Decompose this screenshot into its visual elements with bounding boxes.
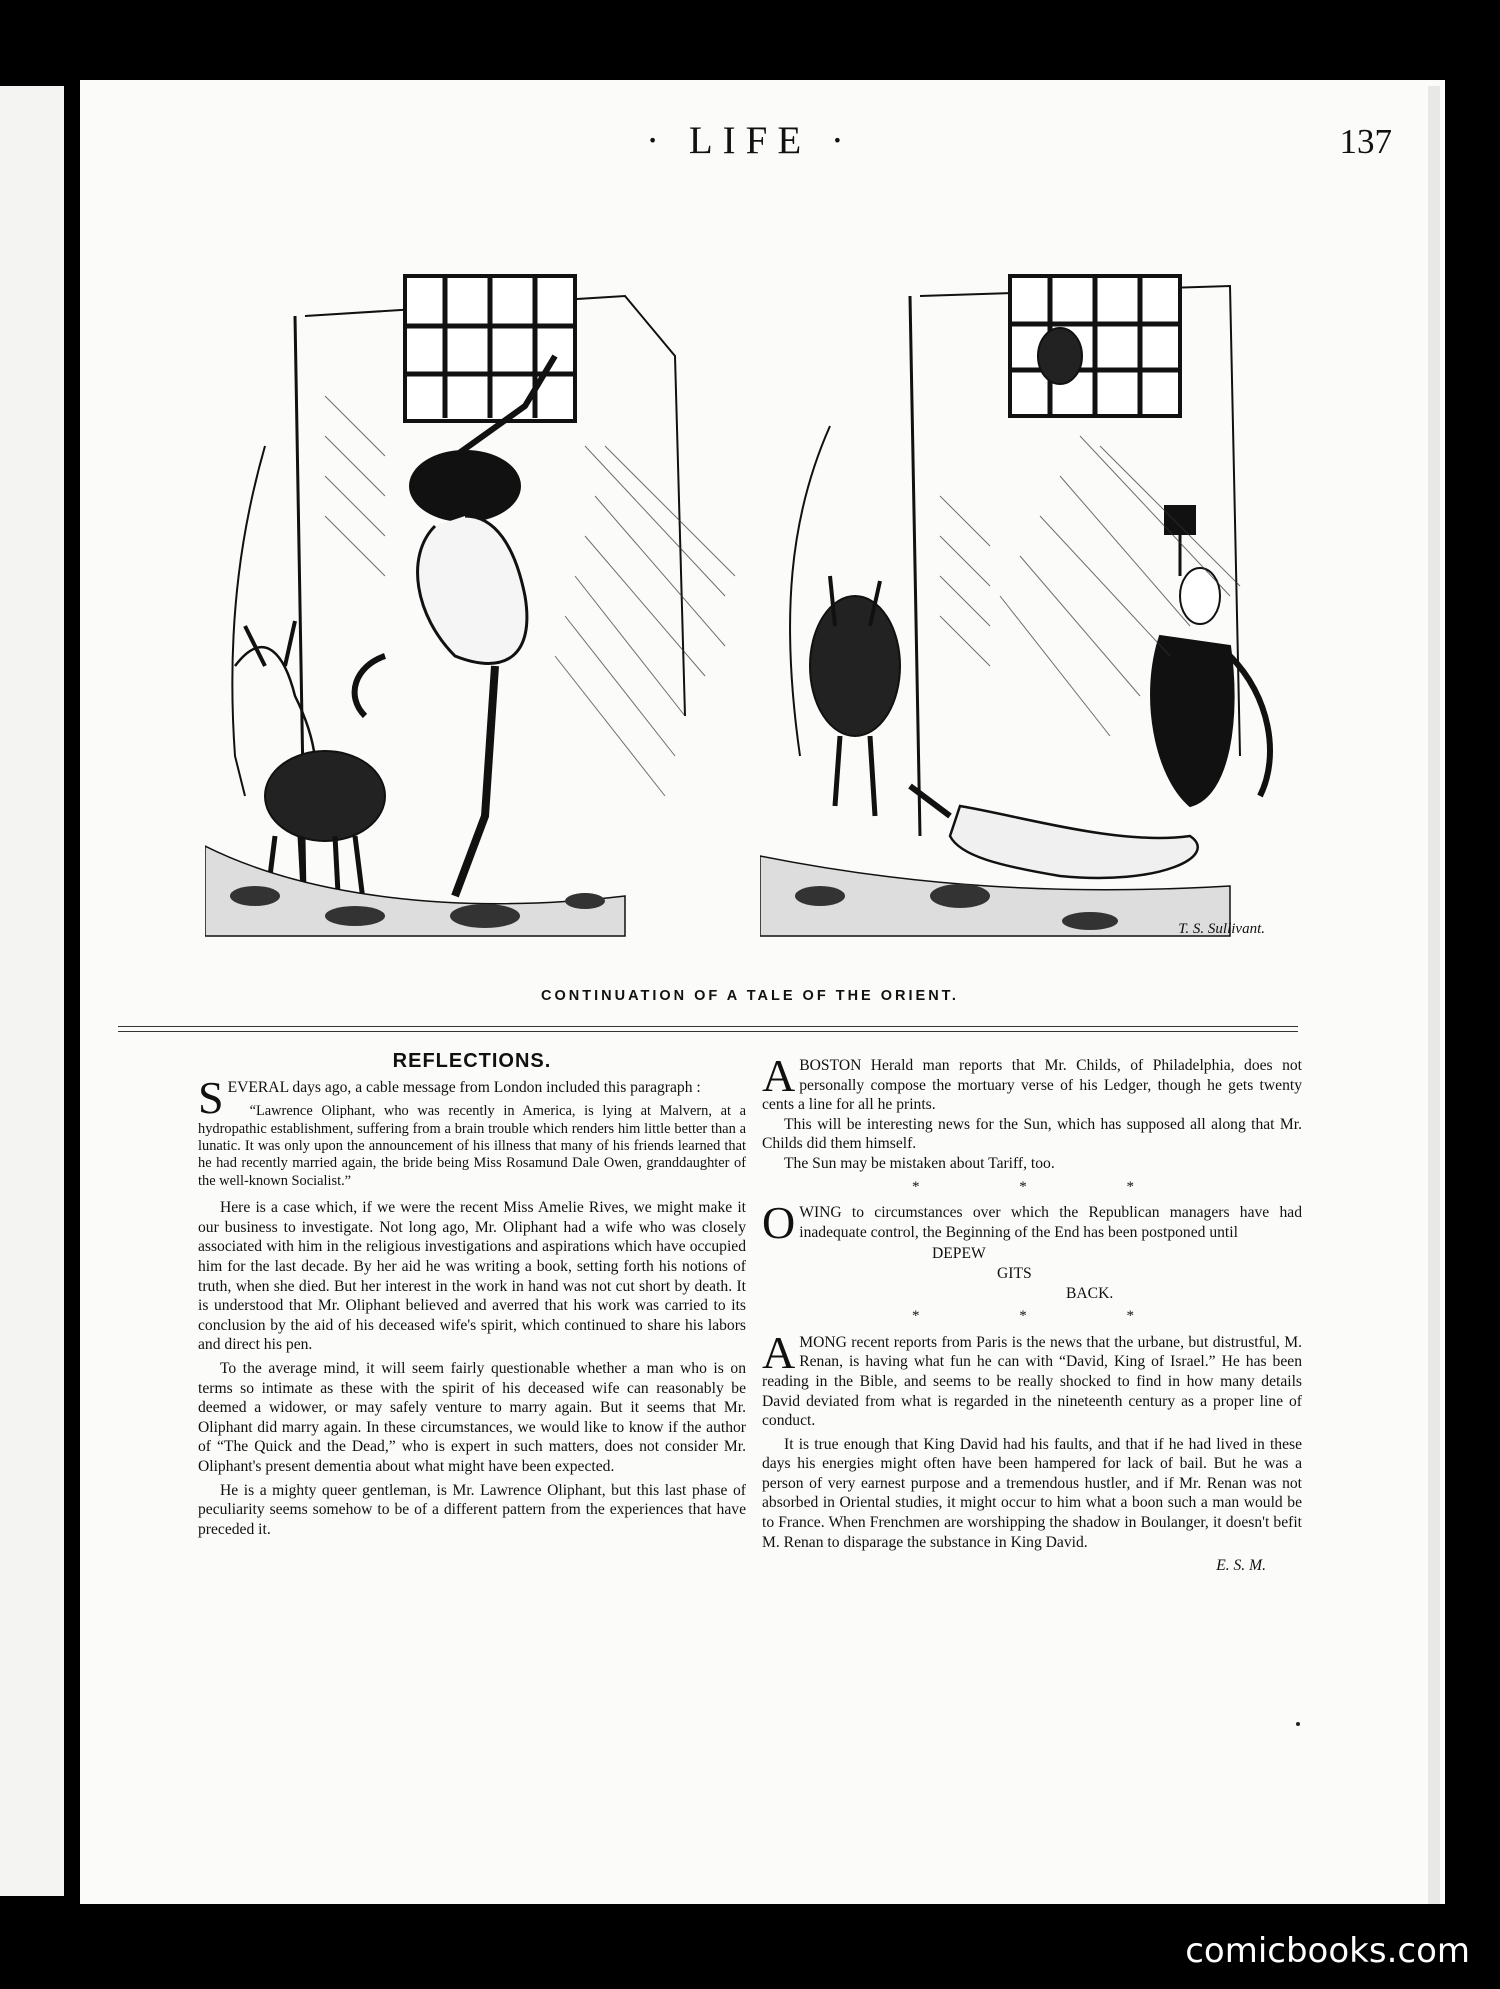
paragraph: [762, 1197, 1302, 1249]
paragraph: [762, 1050, 1302, 1115]
artist-signature: T. S. Sullivant.: [1178, 921, 1265, 937]
paragraph-text: EVERAL days ago, a cable message from London included this paragraph :: [227, 1078, 701, 1096]
paragraph: He is a mighty queer gentleman, is Mr. Lawrence Oliphant, but this last phase of peculiarity seems somehow to be of a different pattern from the experiences that have preceded it.: [198, 1481, 746, 1538]
quoted-cable: “Lawrence Oliphant, who was recently in America, is lying at Malvern, at a hydropathic establishment, suffering from a brain trouble which renders him little better than a lunatic. It was only upon the announcement of his illness that many of his friends learned that he had recently married again, the bride being Miss Rosamund Dale Owen, granddaughter of the well-known Socialist.”: [198, 1103, 746, 1189]
fallen-man-scene-drawing: [760, 196, 1295, 956]
section-stars: * * *: [912, 1308, 1182, 1325]
kicking-scene-drawing: [205, 196, 745, 956]
paragraph: [198, 1071, 746, 1123]
drop-cap: S: [198, 1071, 224, 1123]
right-column: [762, 1050, 1302, 1576]
paragraph-text: BOSTON Herald man reports that Mr. Childs, of Philadelphia, does not personally compose the mortuary verse of his Ledger, though he gets twenty cents a line for all he prints.: [762, 1057, 1302, 1114]
paragraph: The Sun may be mistaken about Tariff, too.: [784, 1154, 1055, 1172]
drop-cap: A: [762, 1050, 796, 1101]
section-rule: [118, 1026, 1298, 1027]
depew-line: DEPEW: [932, 1245, 986, 1263]
illustration-panel-right: [760, 196, 1295, 956]
masthead: · LIFE ·: [646, 119, 854, 162]
paragraph: This will be interesting news for the Sun, which has supposed all along that Mr. Childs did them himself.: [762, 1115, 1302, 1153]
drop-cap: A: [762, 1326, 796, 1378]
reflections-column: [198, 1052, 746, 1539]
drop-cap: O: [762, 1197, 796, 1249]
watermark: comicbooks.com: [1185, 1931, 1470, 1971]
depew-line: BACK.: [1066, 1284, 1114, 1302]
page-number: 137: [1339, 122, 1392, 161]
illustration-caption: CONTINUATION OF A TALE OF THE ORIENT.: [541, 988, 959, 1004]
paragraph: To the average mind, it will seem fairly questionable whether a man who is on terms so intimate as these with the spirit of his deceased wife can reasonably be deemed a widower, or may safely venture to marry again. But it seems that Mr. Oliphant did marry again. In these circumstances, we would like to know if the author of “The Quick and the Dead,” who is expert in such matters, does not consider Mr. Oliphant's present dementia about what might have been expected.: [198, 1359, 746, 1475]
reflections-heading: REFLECTIONS.: [392, 1050, 552, 1072]
paragraph: It is true enough that King David had his faults, and that if he had lived in these days his energies might often have been hampered for lack of bail. But he was a person of very earnest purpose and a tremendous hustler, and if Mr. Renan was not absorbed in Oriental studies, it might occur to him what a boon such a man would be to France. When Frenchmen are worshipping the shadow in Boulanger, it doesn't befit M. Renan to disparage the substance in King David.: [762, 1435, 1302, 1551]
section-rule: [118, 1031, 1298, 1032]
paragraph: [762, 1326, 1302, 1431]
author-signature: E. S. M.: [1216, 1557, 1266, 1575]
print-speck: [1296, 1722, 1300, 1726]
illustration-panel-left: [205, 196, 745, 956]
section-stars: * * *: [912, 1178, 1182, 1195]
depew-line: GITS: [997, 1264, 1032, 1282]
paragraph-text: MONG recent reports from Paris is the news that the urbane, but distrustful, M. Renan, is having what fun he can with “David, King of Israel.” He has been reading in the Bible, and seems to be really shocked to find in how many details David deviated from what is regarded in the nineteenth century as a proper line of conduct.: [762, 1333, 1302, 1430]
paragraph: Here is a case which, if we were the recent Miss Amelie Rives, we might make it our business to investigate. Not long ago, Mr. Oliphant had a wife who was closely associated with him in the religious investigations and aspirations which have occupied him for the last decade. By her aid he was writing a book, setting forth his notions of truth, when she died. But her interest in the work in hand was not cut short by death. It is understood that Mr. Oliphant believed and averred that his work was carried to its conclusion by the aid of his deceased wife's spirit, which continued to share his labors and direct his pen.: [198, 1199, 746, 1354]
paragraph-text: WING to circumstances over which the Republican managers have had inadequate control, the Beginning of the End has been postponed until: [799, 1204, 1302, 1241]
